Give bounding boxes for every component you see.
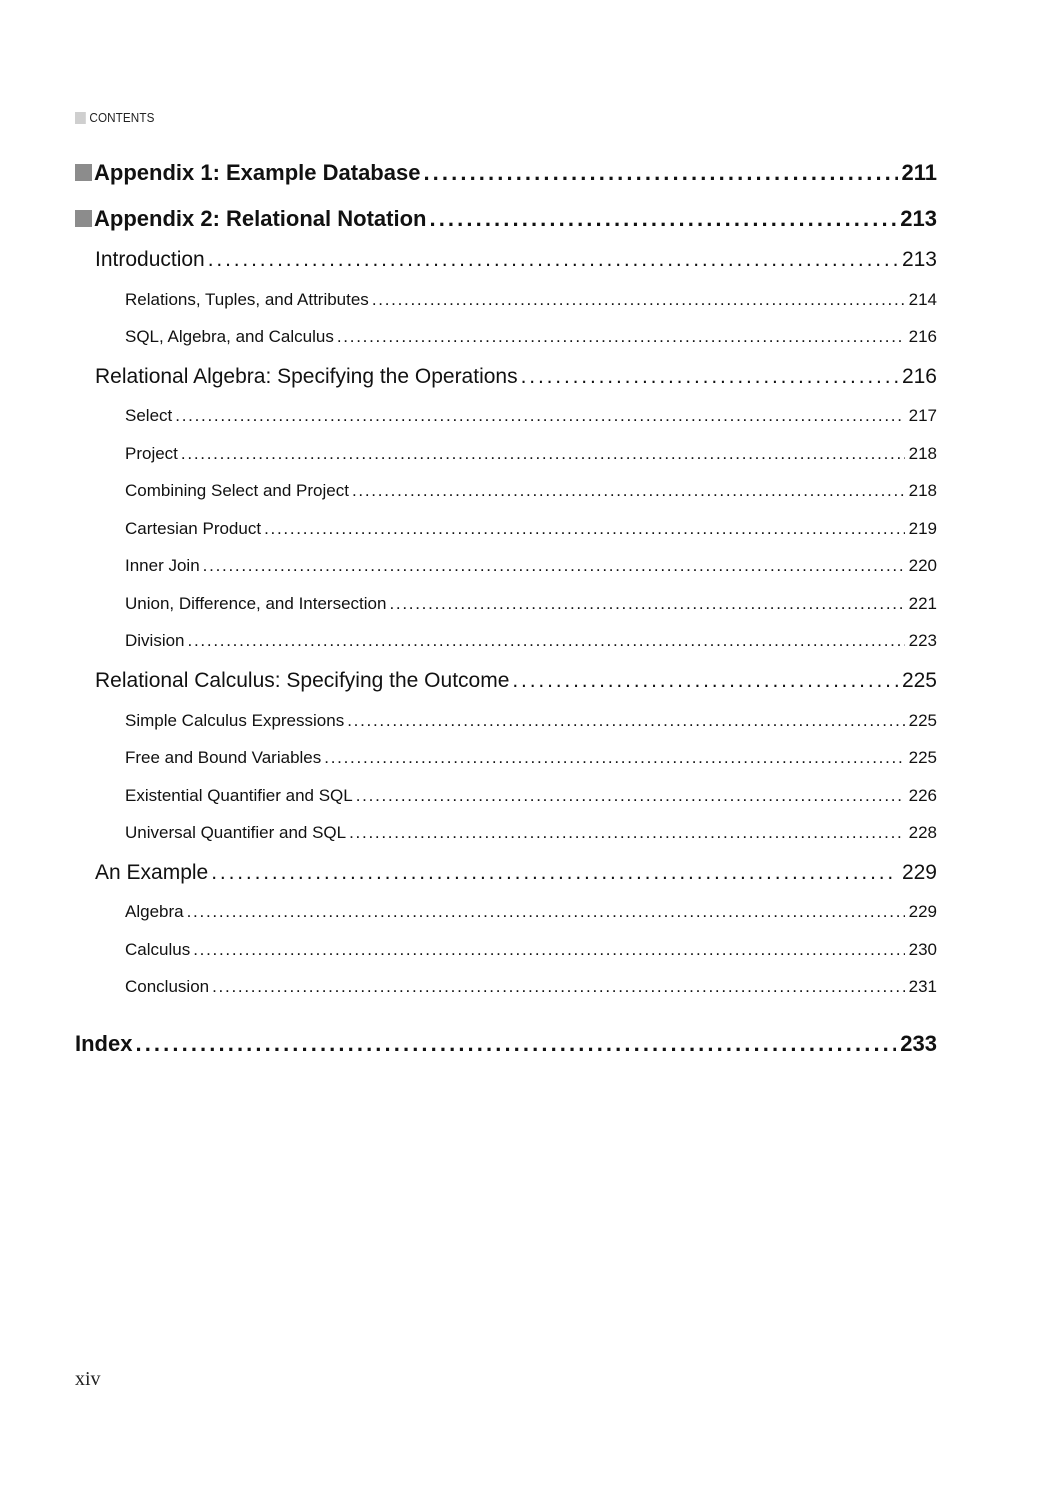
dot-leader	[188, 631, 905, 651]
toc-entry-title: Index	[75, 1031, 133, 1056]
dot-leader	[181, 444, 905, 464]
toc-entry-title: An Example	[95, 861, 209, 884]
toc-entry-title: Simple Calculus Expressions	[125, 711, 345, 730]
dot-leader	[211, 861, 898, 885]
toc-entry-select[interactable]	[75, 406, 937, 426]
dot-leader	[423, 160, 897, 186]
toc-entry-sql-algebra-calculus[interactable]	[75, 327, 937, 347]
toc-entry-relational-calculus[interactable]	[75, 669, 937, 693]
toc-entry-relations-tuples-attributes[interactable]	[75, 290, 937, 310]
toc-entry-title: Relational Algebra: Specifying the Operations	[95, 365, 518, 388]
toc-entry-title: Project	[125, 444, 178, 463]
toc-entry-title: Division	[125, 631, 185, 650]
dot-leader	[347, 711, 904, 731]
toc-entry-page: 226	[908, 786, 937, 805]
dot-leader	[349, 823, 905, 843]
toc-entry-title: Select	[125, 406, 173, 425]
toc-entry-index[interactable]	[75, 1031, 937, 1057]
chapter-square-icon	[75, 210, 92, 227]
dot-leader	[208, 248, 898, 272]
toc-entry-combining-select-project[interactable]	[75, 481, 937, 501]
toc-entry-page: 229	[908, 902, 937, 921]
toc-entry-page: 211	[901, 160, 937, 185]
toc-entry-title: Existential Quantifier and SQL	[125, 786, 353, 805]
toc-entry-page: 217	[908, 406, 937, 425]
toc-entry-title: Relations, Tuples, and Attributes	[125, 290, 369, 309]
toc-entry-title: Relational Calculus: Specifying the Outcome	[95, 669, 510, 692]
dot-leader	[135, 1031, 896, 1057]
dot-leader	[352, 481, 905, 501]
toc-entry-title: Calculus	[125, 940, 191, 959]
toc-entry-page: 214	[908, 290, 937, 309]
toc-entry-page: 225	[901, 669, 937, 692]
toc-entry-title: SQL, Algebra, and Calculus	[125, 327, 334, 346]
toc-entry-title: Appendix 1: Example Database	[75, 160, 420, 186]
dot-leader	[203, 556, 905, 576]
toc-entry-introduction[interactable]	[75, 248, 937, 272]
toc-entry-page: 225	[908, 711, 937, 730]
toc-entry-page: 225	[908, 748, 937, 767]
toc-entry-project[interactable]	[75, 444, 937, 464]
toc-entry-cartesian-product[interactable]	[75, 519, 937, 539]
dot-leader	[337, 327, 905, 347]
toc-entry-page: 223	[908, 631, 937, 650]
toc-entry-page: 230	[908, 940, 937, 959]
dot-leader	[264, 519, 905, 539]
chapter-square-icon	[75, 164, 92, 181]
toc-entry-page: 218	[908, 444, 937, 463]
dot-leader	[389, 594, 904, 614]
header-label: CONTENTS	[89, 110, 155, 125]
toc-entry-title: Appendix 2: Relational Notation	[75, 206, 426, 232]
running-header	[75, 110, 154, 125]
dot-leader	[193, 940, 904, 960]
toc-entry-inner-join[interactable]	[75, 556, 937, 576]
toc-entry-page: 220	[908, 556, 937, 575]
toc-entry-title: Union, Difference, and Intersection	[125, 594, 387, 613]
toc-entry-an-example[interactable]	[75, 861, 937, 885]
dot-leader	[372, 290, 905, 310]
dot-leader	[212, 977, 905, 997]
toc-entry-title: Free and Bound Variables	[125, 748, 322, 767]
toc-entry-page: 233	[900, 1031, 937, 1056]
dot-leader	[429, 206, 896, 232]
toc-entry-title: Conclusion	[125, 977, 210, 996]
toc-entry-title: Inner Join	[125, 556, 200, 575]
toc-entry-page: 213	[900, 206, 937, 231]
dot-leader	[512, 669, 898, 693]
toc-entry-page: 229	[901, 861, 937, 884]
toc-entry-page: 216	[901, 365, 937, 388]
toc-entry-appendix-1[interactable]	[75, 160, 937, 186]
dot-leader	[324, 748, 904, 768]
dot-leader	[187, 902, 905, 922]
toc-entry-page: 213	[901, 248, 937, 271]
toc-entry-algebra[interactable]	[75, 902, 937, 922]
toc-entry-title: Cartesian Product	[125, 519, 262, 538]
toc-entry-page: 228	[908, 823, 937, 842]
toc-entry-title: Universal Quantifier and SQL	[125, 823, 347, 842]
dot-leader	[356, 786, 905, 806]
toc-entry-division[interactable]	[75, 631, 937, 651]
toc-entry-title: Algebra	[125, 902, 184, 921]
toc-entry-calculus[interactable]	[75, 940, 937, 960]
toc-entry-relational-algebra[interactable]	[75, 365, 937, 389]
toc-entry-simple-calculus-expressions[interactable]	[75, 711, 937, 731]
toc-entry-page: 216	[908, 327, 937, 346]
toc-entry-universal-quantifier[interactable]	[75, 823, 937, 843]
toc-entry-existential-quantifier[interactable]	[75, 786, 937, 806]
toc-entry-page: 219	[908, 519, 937, 538]
dot-leader	[521, 365, 898, 389]
toc-entry-page: 221	[908, 594, 937, 613]
page-number: xiv	[75, 1368, 101, 1390]
header-square-icon	[75, 112, 86, 124]
toc-entry-page: 218	[908, 481, 937, 500]
toc-entry-title: Combining Select and Project	[125, 481, 349, 500]
toc-entry-free-bound-variables[interactable]	[75, 748, 937, 768]
dot-leader	[175, 406, 904, 426]
toc-entry-title: Introduction	[95, 248, 205, 271]
toc-entry-union-difference-intersection[interactable]	[75, 594, 937, 614]
toc-entry-page: 231	[908, 977, 937, 996]
toc-entry-appendix-2[interactable]	[75, 206, 937, 232]
toc-entry-conclusion[interactable]	[75, 977, 937, 997]
